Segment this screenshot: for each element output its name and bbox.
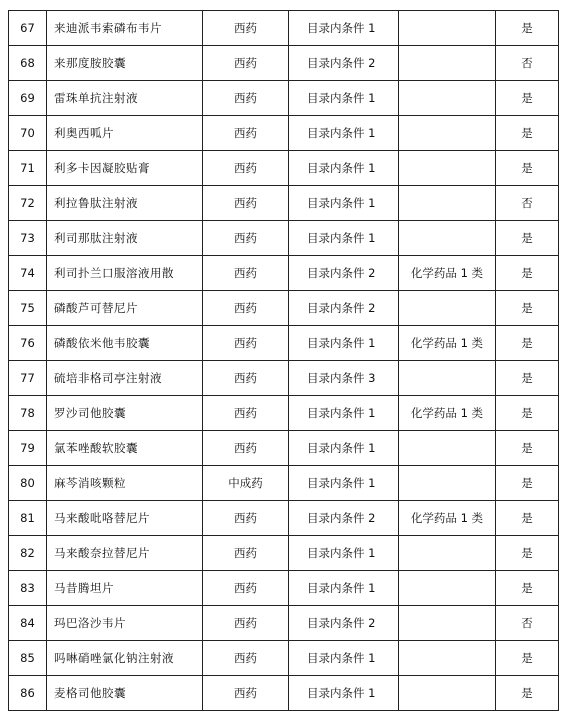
catalog-condition-cell: 目录内条件 2 [289, 46, 399, 81]
drug-name-cell: 氯苯唑酸软胶囊 [47, 431, 203, 466]
drug-class-note-cell [399, 571, 496, 606]
drug-type-cell: 西药 [203, 361, 289, 396]
yes-no-flag-cell: 是 [496, 221, 559, 256]
drug-class-note-cell [399, 431, 496, 466]
row-number-cell: 80 [9, 466, 47, 501]
catalog-condition-cell: 目录内条件 1 [289, 221, 399, 256]
row-number-cell: 74 [9, 256, 47, 291]
yes-no-flag-cell: 是 [496, 256, 559, 291]
catalog-condition-cell: 目录内条件 1 [289, 571, 399, 606]
drug-type-cell: 西药 [203, 151, 289, 186]
drug-name-cell: 硫培非格司亭注射液 [47, 361, 203, 396]
yes-no-flag-cell: 是 [496, 501, 559, 536]
table-row [9, 11, 559, 46]
drug-name-cell: 来迪派韦索磷布韦片 [47, 11, 203, 46]
drug-class-note-cell [399, 606, 496, 641]
drug-type-cell: 西药 [203, 291, 289, 326]
catalog-condition-cell: 目录内条件 3 [289, 361, 399, 396]
drug-type-cell: 西药 [203, 676, 289, 711]
yes-no-flag-cell: 否 [496, 186, 559, 221]
table-row [9, 186, 559, 221]
catalog-condition-cell: 目录内条件 1 [289, 396, 399, 431]
drug-type-cell: 中成药 [203, 466, 289, 501]
yes-no-flag-cell: 是 [496, 11, 559, 46]
catalog-condition-cell: 目录内条件 1 [289, 186, 399, 221]
drug-class-note-cell [399, 46, 496, 81]
yes-no-flag-cell: 是 [496, 466, 559, 501]
table-row [9, 116, 559, 151]
row-number-cell: 72 [9, 186, 47, 221]
catalog-condition-cell: 目录内条件 1 [289, 151, 399, 186]
catalog-condition-cell: 目录内条件 2 [289, 256, 399, 291]
table-body [9, 11, 559, 711]
drug-name-cell: 利司那肽注射液 [47, 221, 203, 256]
drug-type-cell: 西药 [203, 81, 289, 116]
catalog-condition-cell: 目录内条件 1 [289, 641, 399, 676]
yes-no-flag-cell: 是 [496, 361, 559, 396]
table-row [9, 606, 559, 641]
drug-class-note-cell [399, 151, 496, 186]
drug-class-note-cell [399, 466, 496, 501]
drug-class-note-cell [399, 536, 496, 571]
yes-no-flag-cell: 是 [496, 116, 559, 151]
table-row [9, 256, 559, 291]
drug-type-cell: 西药 [203, 606, 289, 641]
drug-name-cell: 来那度胺胶囊 [47, 46, 203, 81]
drug-type-cell: 西药 [203, 326, 289, 361]
drug-type-cell: 西药 [203, 536, 289, 571]
drug-name-cell: 吗啉硝唑氯化钠注射液 [47, 641, 203, 676]
table-row [9, 571, 559, 606]
drug-class-note-cell: 化学药品 1 类 [399, 501, 496, 536]
table-row [9, 291, 559, 326]
yes-no-flag-cell: 是 [496, 641, 559, 676]
table-row [9, 151, 559, 186]
catalog-condition-cell: 目录内条件 1 [289, 431, 399, 466]
drug-type-cell: 西药 [203, 501, 289, 536]
drug-class-note-cell: 化学药品 1 类 [399, 396, 496, 431]
yes-no-flag-cell: 是 [496, 396, 559, 431]
drug-class-note-cell: 化学药品 1 类 [399, 256, 496, 291]
catalog-condition-cell: 目录内条件 1 [289, 11, 399, 46]
drug-class-note-cell: 化学药品 1 类 [399, 326, 496, 361]
drug-type-cell: 西药 [203, 571, 289, 606]
table-row [9, 641, 559, 676]
table-row [9, 501, 559, 536]
drug-class-note-cell [399, 116, 496, 151]
drug-class-note-cell [399, 186, 496, 221]
row-number-cell: 81 [9, 501, 47, 536]
yes-no-flag-cell: 是 [496, 151, 559, 186]
row-number-cell: 68 [9, 46, 47, 81]
drug-type-cell: 西药 [203, 11, 289, 46]
table-row [9, 676, 559, 711]
table-row [9, 536, 559, 571]
drug-type-cell: 西药 [203, 641, 289, 676]
row-number-cell: 69 [9, 81, 47, 116]
drug-name-cell: 马来酸奈拉替尼片 [47, 536, 203, 571]
drug-type-cell: 西药 [203, 396, 289, 431]
row-number-cell: 84 [9, 606, 47, 641]
drug-class-note-cell [399, 641, 496, 676]
drug-class-note-cell [399, 11, 496, 46]
drug-class-note-cell [399, 81, 496, 116]
row-number-cell: 71 [9, 151, 47, 186]
drug-class-note-cell [399, 291, 496, 326]
row-number-cell: 86 [9, 676, 47, 711]
row-number-cell: 85 [9, 641, 47, 676]
row-number-cell: 70 [9, 116, 47, 151]
yes-no-flag-cell: 否 [496, 46, 559, 81]
catalog-condition-cell: 目录内条件 1 [289, 81, 399, 116]
catalog-condition-cell: 目录内条件 1 [289, 326, 399, 361]
drug-name-cell: 罗沙司他胶囊 [47, 396, 203, 431]
drug-class-note-cell [399, 361, 496, 396]
catalog-condition-cell: 目录内条件 1 [289, 676, 399, 711]
drug-class-note-cell [399, 221, 496, 256]
row-number-cell: 83 [9, 571, 47, 606]
row-number-cell: 79 [9, 431, 47, 466]
row-number-cell: 67 [9, 11, 47, 46]
drug-type-cell: 西药 [203, 186, 289, 221]
yes-no-flag-cell: 是 [496, 81, 559, 116]
catalog-condition-cell: 目录内条件 2 [289, 291, 399, 326]
drug-name-cell: 利拉鲁肽注射液 [47, 186, 203, 221]
table-row [9, 81, 559, 116]
table-row [9, 431, 559, 466]
drug-name-cell: 利多卡因凝胶贴膏 [47, 151, 203, 186]
drug-name-cell: 雷珠单抗注射液 [47, 81, 203, 116]
drug-name-cell: 利奥西呱片 [47, 116, 203, 151]
table-row [9, 396, 559, 431]
yes-no-flag-cell: 否 [496, 606, 559, 641]
catalog-condition-cell: 目录内条件 1 [289, 116, 399, 151]
drug-name-cell: 马来酸吡咯替尼片 [47, 501, 203, 536]
drug-name-cell: 马昔腾坦片 [47, 571, 203, 606]
row-number-cell: 82 [9, 536, 47, 571]
drug-type-cell: 西药 [203, 221, 289, 256]
drug-type-cell: 西药 [203, 116, 289, 151]
table-row [9, 466, 559, 501]
catalog-condition-cell: 目录内条件 1 [289, 536, 399, 571]
row-number-cell: 75 [9, 291, 47, 326]
table-row [9, 221, 559, 256]
drug-name-cell: 磷酸芦可替尼片 [47, 291, 203, 326]
row-number-cell: 73 [9, 221, 47, 256]
table-row [9, 361, 559, 396]
table-row [9, 46, 559, 81]
drug-class-note-cell [399, 676, 496, 711]
drug-type-cell: 西药 [203, 46, 289, 81]
drug-name-cell: 磷酸依米他韦胶囊 [47, 326, 203, 361]
yes-no-flag-cell: 是 [496, 536, 559, 571]
catalog-condition-cell: 目录内条件 1 [289, 466, 399, 501]
document-page [8, 10, 559, 711]
drug-list-table [8, 10, 559, 711]
catalog-condition-cell: 目录内条件 2 [289, 606, 399, 641]
row-number-cell: 76 [9, 326, 47, 361]
drug-name-cell: 麦格司他胶囊 [47, 676, 203, 711]
drug-type-cell: 西药 [203, 256, 289, 291]
drug-type-cell: 西药 [203, 431, 289, 466]
drug-name-cell: 玛巴洛沙韦片 [47, 606, 203, 641]
yes-no-flag-cell: 是 [496, 291, 559, 326]
drug-name-cell: 利司扑兰口服溶液用散 [47, 256, 203, 291]
yes-no-flag-cell: 是 [496, 431, 559, 466]
yes-no-flag-cell: 是 [496, 326, 559, 361]
yes-no-flag-cell: 是 [496, 676, 559, 711]
drug-name-cell: 麻芩消咳颗粒 [47, 466, 203, 501]
table-row [9, 326, 559, 361]
row-number-cell: 77 [9, 361, 47, 396]
yes-no-flag-cell: 是 [496, 571, 559, 606]
catalog-condition-cell: 目录内条件 2 [289, 501, 399, 536]
row-number-cell: 78 [9, 396, 47, 431]
